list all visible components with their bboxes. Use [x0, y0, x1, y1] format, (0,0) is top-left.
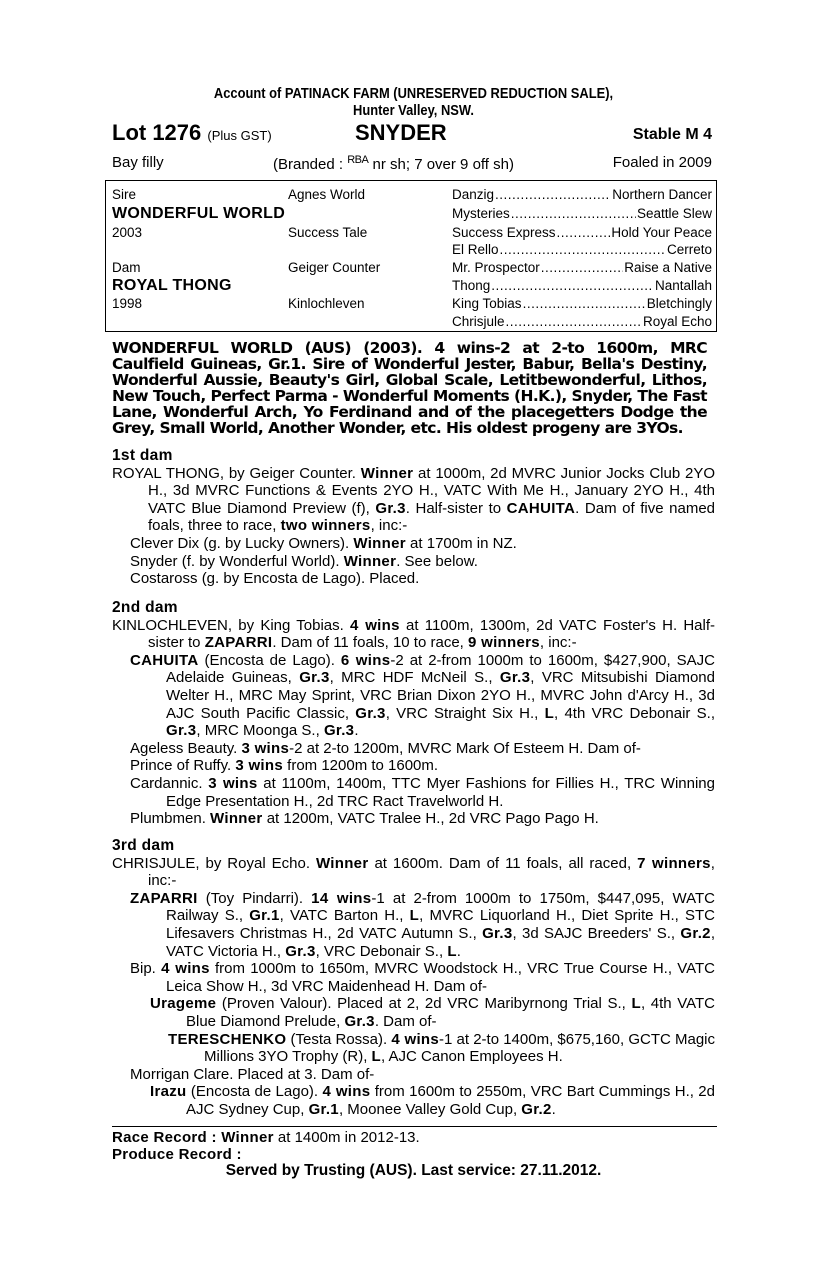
grand-progeny-entry: Prince of Ruffy. 3 wins from 1200m to 1600m.: [130, 757, 439, 775]
sire-year: 2003: [112, 225, 143, 240]
brand-info: [273, 154, 514, 173]
great-grand-progeny-entry: TERESCHENKO (Testa Rossa). 4 wins-1 at 2-to 1400m, $675,160, GCTC Magic Millions 3YO Trophy (R), L, AJC Canon Employees H.: [168, 1030, 715, 1066]
progeny-entry: ZAPARRI (Toy Pindarri). 14 wins-1 at 2-from 1000m to 1750m, $447,095, WATC Railway S., Gr.1, VATC Barton H., L, MVRC Liquorland H., Diet Sprite H., STC Lifesavers Christmas H., 2d VATC Autumn S., Gr.3, 3d SAJC Breeders' S., Gr.2, VATC Victoria H., Gr.3, VRC Debonair S., L.: [130, 889, 715, 960]
grand-progeny-entry: Urageme (Proven Valour). Placed at 2, 2d VRC Maribyrnong Trial S., L, 4th VATC Blue Diamond Prelude, Gr.3. Dam of-: [150, 995, 715, 1030]
account-line-2: Hunter Valley, NSW.: [353, 102, 474, 119]
produce-record: Produce Record :: [112, 1146, 242, 1163]
horse-name: SNYDER: [355, 120, 447, 145]
vendor-account: [58, 85, 769, 119]
dam-name: ROYAL THONG: [112, 277, 232, 294]
first-dam-text: ROYAL THONG, by Geiger Counter. Winner at 1000m, 2d MVRC Junior Jocks Club 2YO H., 3d MVRC Functions & Events 2YO H., VATC With Me H., January 2YO H., 4th VATC Blue Diamond Preview (f), Gr.3. Half-sister to CAHUITA. Dam of five named foals, three to race, two winners, inc:-: [112, 464, 715, 535]
ancestor-sire: Danzig: [452, 187, 495, 202]
progeny-entry: Bip. 4 wins from 1000m to 1650m, MVRC Woodstock H., VRC True Course H., VATC Leica Show H., 3d VRC Maidenhead H. Dam of-: [130, 960, 716, 995]
sire-label: Sire: [112, 187, 137, 202]
stable-number: Stable M 4: [632, 126, 712, 143]
sire-name: WONDERFUL WORLD: [112, 205, 286, 222]
ancestor-dam-sire: Bletchingly: [646, 296, 712, 311]
ancestor-row: [452, 206, 712, 221]
ancestor-row: [452, 260, 712, 275]
progeny-entry: Clever Dix (g. by Lucky Owners). Winner at 1700m in NZ.: [130, 534, 517, 552]
ancestor-row: [452, 225, 712, 240]
footer-divider: [112, 1126, 717, 1127]
dam-sire: Geiger Counter: [288, 260, 381, 275]
ancestor-dam-sire: Northern Dancer: [612, 187, 712, 202]
progeny-entry: Plumbmen. Winner at 1200m, VATC Tralee H., 2d VRC Pago Pago H.: [130, 810, 599, 828]
third-dam-section: [112, 837, 715, 1119]
ancestor-dam-sire: Hold Your Peace: [611, 225, 712, 240]
third-dam-text: CHRISJULE, by Royal Echo. Winner at 1600m. Dam of 11 foals, all raced, 7 winners, inc:-: [112, 854, 715, 890]
progeny-entry: CAHUITA (Encosta de Lago). 6 wins-2 at 2-from 1000m to 1600m, $427,900, SAJC Adelaide Guineas, Gr.3, MRC HDF McNeil S., Gr.3, VRC Mitsubishi Diamond Welter H., MRC May Sprint, VRC Brian Dixon 2YO H., MVRC John d'Arcy H., 3d AJC South Pacific Classic, Gr.3, VRC Straight Six H., L, 4th VRC Debonair S., Gr.3, MRC Moonga S., Gr.3.: [130, 651, 715, 740]
sire-summary: WONDERFUL WORLD (AUS) (2003). 4 wins-2 at 2-to 1600m, MRC Caulfield Guineas, Gr.1. Sire of Wonderful Jester, Babur, Bella's Destiny, Wonderful Aussie, Beauty's Girl, Global Scale, Letitbewonderful, Lithos, New Touch, Perfect Parma - Wonderful Moments (H.K.), Snyder, The Fast Lane, Wonderful Arch, Yo Ferdinand and of the placegetters Dodge the Grey, Small World, Another Wonder, etc. His oldest progeny are 3YOs.: [112, 339, 707, 437]
gst-note: (Plus GST): [207, 128, 272, 143]
progeny-entry: Snyder (f. by Wonderful World). Winner. See below.: [130, 552, 478, 570]
progeny-entry: Morrigan Clare. Placed at 3. Dam of-: [130, 1065, 375, 1083]
ancestor-sire: Mysteries: [452, 206, 510, 221]
ancestor-dam-sire: Raise a Native: [624, 260, 712, 275]
ancestor-dam-sire: Royal Echo: [642, 314, 712, 329]
service-note: Served by Trusting (AUS). Last service: 27.11.2012.: [225, 1162, 602, 1179]
first-dam-heading: 1st dam: [112, 447, 173, 464]
ancestor-sire: Success Express: [452, 225, 556, 240]
third-dam-heading: 3rd dam: [112, 837, 175, 854]
ancestor-sire: Chrisjule: [452, 314, 505, 329]
second-dam-text: KINLOCHLEVEN, by King Tobias. 4 wins at 1100m, 1300m, 2d VATC Foster's H. Half-sister to ZAPARRI. Dam of 11 foals, 10 to race, 9 winners, inc:-: [112, 616, 716, 652]
progeny-entry: Costaross (g. by Encosta de Lago). Placed.: [130, 570, 420, 588]
ancestor-dam-sire: Nantallah: [654, 278, 712, 293]
horse-sex: Bay filly: [112, 154, 164, 171]
dam-dam: Kinlochleven: [288, 296, 365, 311]
dam-year: 1998: [112, 296, 143, 311]
ancestor-row: [452, 187, 712, 202]
sire-dam: Success Tale: [288, 225, 368, 240]
lot-label: Lot 1276: [112, 120, 202, 145]
lot-number: [112, 120, 272, 146]
brand-prefix: (Branded :: [273, 156, 344, 173]
progeny-entry: Cardannic. 3 wins at 1100m, 1400m, TTC Myer Fashions for Fillies H., TRC Winning Edge Presentation H., 2d TRC Ract Travelworld H.: [130, 774, 715, 810]
ancestor-sire: Thong: [452, 278, 491, 293]
ancestor-dam-sire: Seattle Slew: [636, 206, 712, 221]
foaled-year: Foaled in 2009: [612, 154, 712, 171]
ancestor-dam-sire: Cerreto: [666, 242, 712, 257]
first-dam-section: [112, 447, 715, 588]
account-line-1: Account of PATINACK FARM (UNRESERVED REDUCTION SALE),: [213, 85, 614, 102]
grand-progeny-entry: Irazu (Encosta de Lago). 4 wins from 1600m to 2550m, VRC Bart Cummings H., 2d AJC Sydney Cup, Gr.1, Moonee Valley Gold Cup, Gr.2.: [150, 1083, 715, 1118]
ancestor-row: [452, 278, 712, 293]
pedigree-table: [105, 180, 717, 332]
race-record: Race Record : Winner at 1400m in 2012-13.: [112, 1129, 420, 1146]
progeny-entry: Ageless Beauty. 3 wins-2 at 2-to 1200m, MVRC Mark Of Esteem H. Dam of-: [130, 739, 641, 757]
brand-mark: RBA: [347, 154, 369, 166]
ancestor-row: [452, 314, 712, 329]
dam-label: Dam: [112, 260, 141, 275]
sire-sire: Agnes World: [288, 187, 366, 202]
ancestor-row: [452, 296, 712, 311]
second-dam-section: [112, 599, 715, 828]
second-dam-heading: 2nd dam: [112, 599, 178, 616]
ancestor-row: [452, 242, 712, 257]
ancestor-sire: El Rello: [452, 242, 499, 257]
brand-suffix: nr sh; 7 over 9 off sh): [372, 156, 514, 173]
ancestor-sire: King Tobias: [452, 296, 522, 311]
ancestor-sire: Mr. Prospector: [452, 260, 540, 275]
